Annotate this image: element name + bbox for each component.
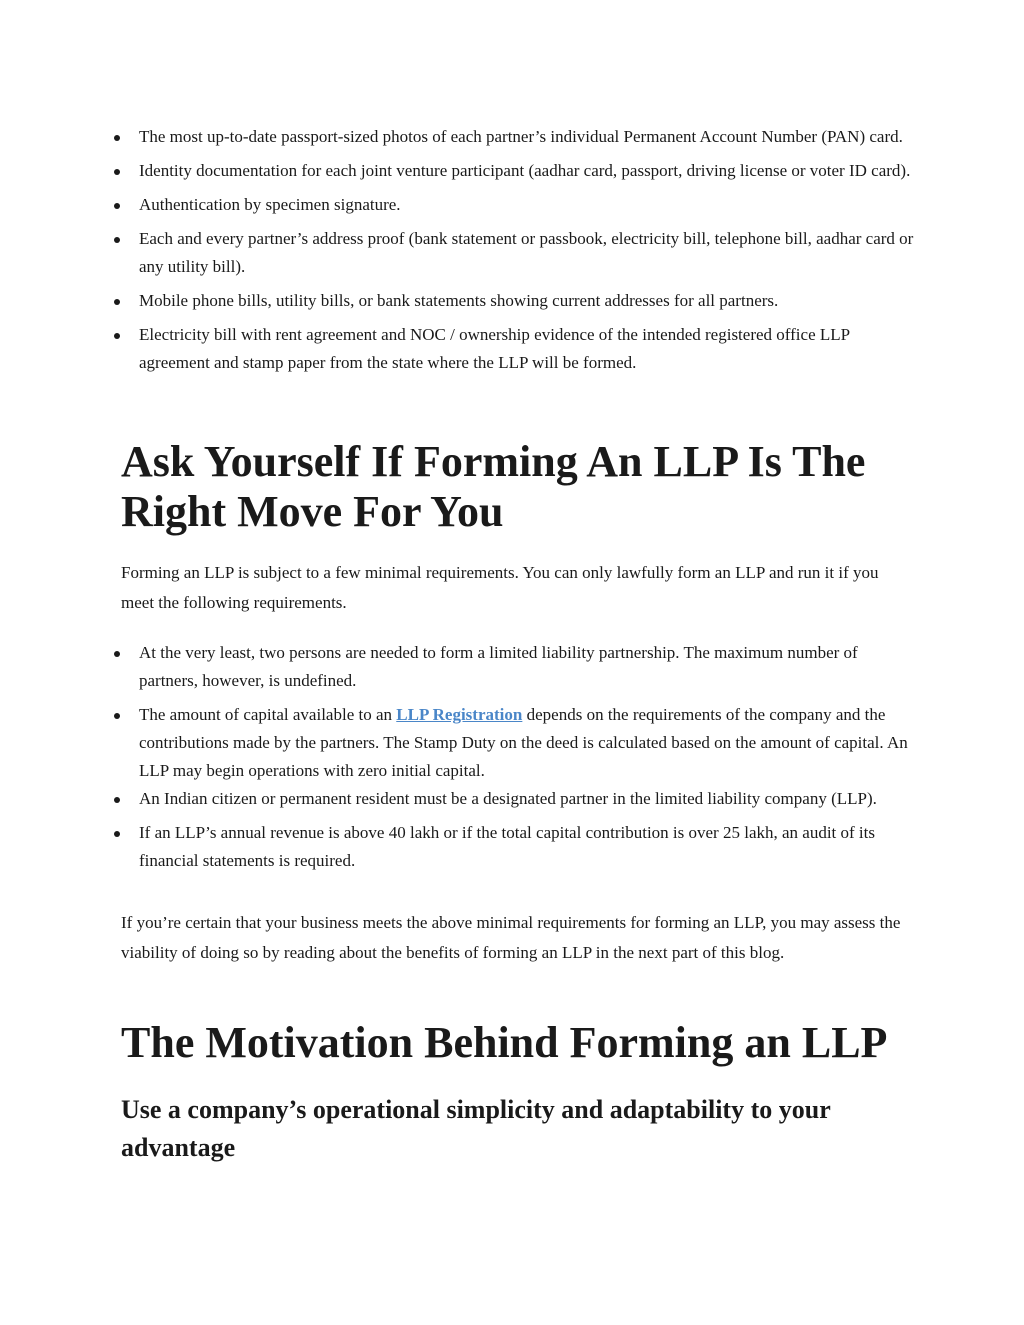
- llp-registration-link[interactable]: LLP Registration: [396, 705, 523, 724]
- bullet-icon: [114, 797, 120, 803]
- list-item: [0, 321, 1024, 377]
- section-heading-motivation: The Motivation Behind Forming an LLP: [121, 1018, 888, 1067]
- section-subheading: Use a company’s operational simplicity and adaptability to your advantage: [121, 1095, 831, 1162]
- list-item-text: Identity documentation for each joint venture participant (aadhar card, passport, driving license or voter ID card).: [139, 161, 911, 180]
- bullet-icon: [114, 237, 120, 243]
- section-heading-llp-right-move: Ask Yourself If Forming An LLP Is The Right Move For You: [121, 437, 866, 536]
- list-item: [0, 819, 1024, 875]
- documents-required-list: [0, 123, 1024, 383]
- bullet-icon: [114, 831, 120, 837]
- bullet-icon: [114, 299, 120, 305]
- bullet-icon: [114, 713, 120, 719]
- bullet-icon: [114, 651, 120, 657]
- bullet-icon: [114, 169, 120, 175]
- list-item-text: An Indian citizen or permanent resident must be a designated partner in the limited liability company (LLP).: [139, 789, 877, 808]
- list-item-text: Electricity bill with rent agreement and NOC / ownership evidence of the intended registered office LLP agreement and stamp paper from the state where the LLP will be formed.: [139, 325, 850, 372]
- list-item-text: Mobile phone bills, utility bills, or bank statements showing current addresses for all partners.: [139, 291, 779, 310]
- list-item: [0, 785, 1024, 813]
- bullet-icon: [114, 203, 120, 209]
- section-outro-paragraph: If you’re certain that your business meets the above minimal requirements for forming an LLP, you may assess the viability of doing so by reading about the benefits of forming an LLP in the next part of this blog.: [121, 913, 901, 962]
- section-intro-paragraph: Forming an LLP is subject to a few minimal requirements. You can only lawfully form an LLP and run it if you meet the following requirements.: [121, 563, 879, 612]
- bullet-icon: [114, 135, 120, 141]
- list-item: [0, 123, 1024, 151]
- list-item-text: If an LLP’s annual revenue is above 40 lakh or if the total capital contribution is over 25 lakh, an audit of its financial statements is required.: [139, 823, 875, 870]
- list-item-text: The most up-to-date passport-sized photos of each partner’s individual Permanent Account Number (PAN) card.: [139, 127, 903, 146]
- list-item-text: Each and every partner’s address proof (bank statement or passbook, electricity bill, telephone bill, aadhar card or any utility bill).: [139, 229, 914, 276]
- list-item: [0, 191, 1024, 219]
- requirements-list: [0, 639, 1024, 881]
- list-item: [0, 287, 1024, 315]
- list-item: [0, 701, 1024, 785]
- list-item-text-before: The amount of capital available to an: [139, 705, 397, 724]
- list-item: [0, 639, 1024, 695]
- list-item-text: At the very least, two persons are needed to form a limited liability partnership. The maximum number of partners, however, is undefined.: [139, 643, 858, 690]
- bullet-icon: [114, 333, 120, 339]
- list-item: [0, 157, 1024, 185]
- list-item: [0, 225, 1024, 281]
- list-item-text: Authentication by specimen signature.: [139, 195, 401, 214]
- list-item-text-after: depends on the requirements of the company and the contributions made by the partners. The Stamp Duty on the deed is calculated based on the amount of capital. An LLP may begin operations with zero initial capital.: [139, 705, 908, 780]
